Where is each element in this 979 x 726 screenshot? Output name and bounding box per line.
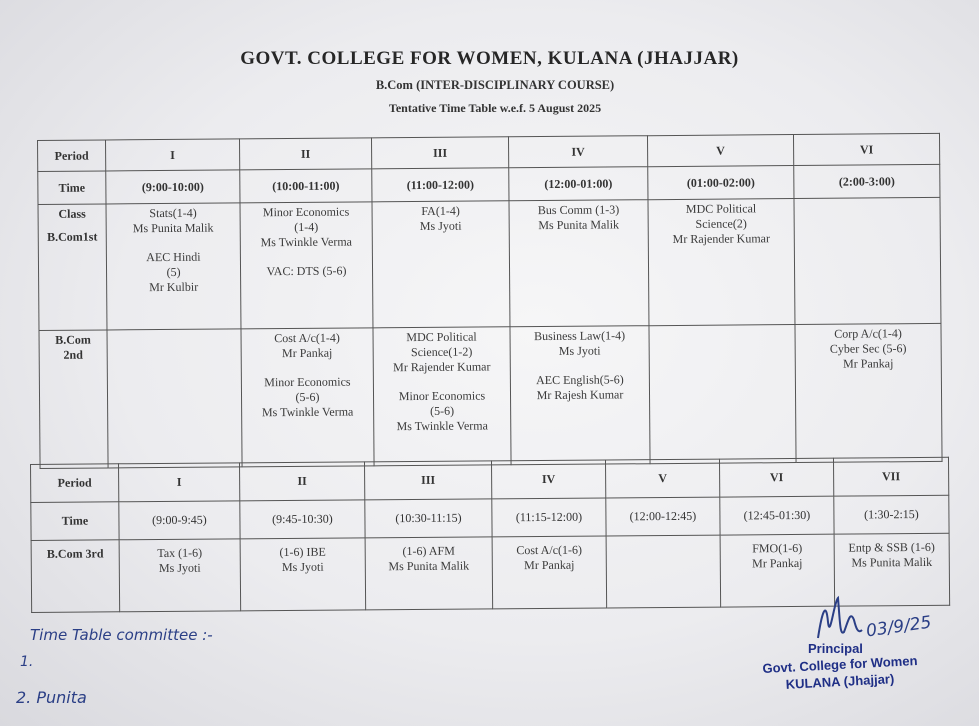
subject: MDC Political (685, 201, 757, 216)
course-title: B.Com (INTER-DISCIPLINARY COURSE) (375, 78, 615, 92)
time-slot: (12:45-01:30) (720, 496, 834, 535)
time-slot: (9:00-9:45) (119, 501, 240, 540)
schedule-cell (373, 327, 511, 466)
subject: (1-6) IBE (279, 544, 326, 560)
schedule-cell (648, 199, 795, 326)
subject: Cost A/c(1-6) (516, 542, 583, 558)
period-col: III (371, 137, 508, 169)
subject: FMO(1-6) (752, 540, 803, 556)
subject: Cyber Sec (5-6) (829, 341, 907, 356)
schedule-cell (106, 203, 241, 330)
period-col: IV (491, 460, 605, 499)
schedule-cell (241, 328, 374, 467)
teacher: Mr Rajesh Kumar (536, 387, 624, 403)
teacher: Mr Rajender Kumar (672, 231, 771, 247)
period-col: VI (793, 133, 939, 165)
teacher: Ms Punita Malik (132, 220, 214, 236)
period-col: V (605, 459, 719, 498)
teacher: Mr Pankaj (843, 356, 894, 371)
subject: Tax (1-6) (157, 545, 203, 561)
period-col: VII (833, 457, 948, 496)
teacher: Ms Jyoti (558, 343, 601, 358)
teacher: Ms Twinkle Verma (261, 404, 354, 420)
subject: AEC Hindi (146, 249, 201, 265)
time-slot: (11:00-12:00) (372, 168, 509, 202)
stamp-college: Govt. College for Women (762, 652, 918, 677)
schedule-cell (509, 200, 649, 327)
subject: Minor Economics (398, 388, 486, 404)
time-slot: (01:00-02:00) (648, 166, 794, 200)
timetable-title: Tentative Time Table w.e.f. 5 August 2025 (388, 101, 602, 115)
schedule-cell-empty (606, 535, 721, 608)
teacher: Ms Punita Malik (851, 554, 933, 570)
timetable-3rd-year (30, 457, 950, 613)
subject: Cost A/c(1-4) (274, 330, 340, 346)
subject-group: (5) (166, 264, 181, 279)
signature-date: 03/9/25 (864, 612, 933, 642)
teacher: Ms Punita Malik (388, 558, 470, 574)
subject: Minor Economics (262, 204, 350, 220)
teacher: Mr Pankaj (524, 557, 575, 573)
subject: Science(2) (695, 216, 747, 231)
subject-group: (1-4) (294, 219, 319, 234)
stamp-title: Principal (808, 641, 863, 656)
time-slot: (11:15-12:00) (492, 498, 606, 537)
schedule-cell (510, 326, 650, 465)
committee-item-1: 1. (20, 654, 34, 670)
schedule-cell (240, 538, 366, 611)
schedule-cell (119, 539, 241, 612)
committee-note: Time Table committee :- (30, 626, 213, 644)
subject: (1-6) AFM (402, 543, 455, 559)
teacher: Ms Jyoti (158, 560, 201, 575)
teacher: Ms Jyoti (281, 559, 324, 575)
schedule-cell-empty (649, 325, 796, 464)
period-header: Period (31, 464, 119, 503)
teacher: Mr Pankaj (752, 555, 803, 571)
subject: Minor Economics (264, 374, 351, 390)
period-header: Period (38, 140, 106, 172)
period-col: I (119, 463, 240, 502)
subject: VAC: DTS (5-6) (266, 263, 347, 279)
schedule-cell (240, 202, 373, 329)
time-slot: (1:30-2:15) (834, 495, 949, 534)
period-col: V (647, 135, 793, 167)
stamp-location: KULANA (Jhajjar) (785, 671, 895, 692)
teacher: Ms Jyoti (419, 218, 462, 233)
subject: AEC English(5-6) (536, 372, 624, 388)
period-col: III (364, 461, 491, 500)
teacher: Ms Twinkle Verma (260, 234, 353, 250)
subject: MDC Political (406, 329, 477, 345)
teacher: Ms Twinkle Verma (396, 418, 488, 434)
subject: Business Law(1-4) (534, 328, 626, 344)
time-slot: (10:00-11:00) (240, 169, 372, 203)
time-slot: (9:00-10:00) (106, 170, 240, 204)
time-slot: (12:00-01:00) (509, 167, 648, 201)
college-title: GOVT. COLLEGE FOR WOMEN, KULANA (JHAJJAR) (240, 48, 739, 69)
teacher: Ms Punita Malik (538, 217, 620, 233)
class-label: Class (58, 206, 86, 221)
time-header: Time (38, 171, 106, 205)
period-col: I (106, 139, 240, 171)
teacher: Mr Kulbir (149, 279, 199, 295)
period-col: IV (508, 136, 647, 168)
row-label-bcom-1st (38, 204, 107, 331)
subject-group: (5-6) (430, 403, 455, 418)
time-slot: (12:00-12:45) (606, 497, 720, 536)
subject: Science(1-2) (410, 344, 473, 360)
class-name: B.Com1st (47, 229, 98, 244)
class-name: B.Com (55, 332, 91, 347)
subject: FA(1-4) (421, 203, 460, 218)
schedule-cell (492, 536, 607, 609)
committee-item-2: 2. Punita (16, 688, 87, 707)
subject-group: (5-6) (295, 389, 320, 404)
subject: Bus Comm (1-3) (537, 202, 620, 218)
time-slot: (10:30-11:15) (365, 499, 492, 538)
period-col: VI (719, 458, 833, 497)
subject: Stats(1-4) (149, 205, 197, 221)
schedule-cell (372, 201, 510, 328)
signature-mark (810, 592, 870, 646)
schedule-cell (365, 537, 493, 610)
row-label-bcom-3rd: B.Com 3rd (31, 540, 120, 613)
teacher: Mr Pankaj (281, 345, 333, 361)
subject: Entp & SSB (1-6) (848, 539, 935, 555)
class-year: 2nd (63, 347, 83, 362)
period-col: II (239, 138, 371, 170)
timetable-1st-2nd-year (37, 133, 943, 469)
schedule-cell (795, 323, 942, 462)
row-label-bcom-2nd (39, 330, 108, 469)
time-header: Time (31, 502, 119, 541)
schedule-cell-empty (107, 329, 242, 468)
period-col: II (239, 462, 364, 501)
time-slot: (2:00-3:00) (794, 164, 940, 198)
subject: Corp A/c(1-4) (834, 326, 902, 341)
time-slot: (9:45-10:30) (240, 500, 365, 539)
schedule-cell-empty (794, 197, 941, 324)
teacher: Mr Rajender Kumar (393, 359, 491, 375)
